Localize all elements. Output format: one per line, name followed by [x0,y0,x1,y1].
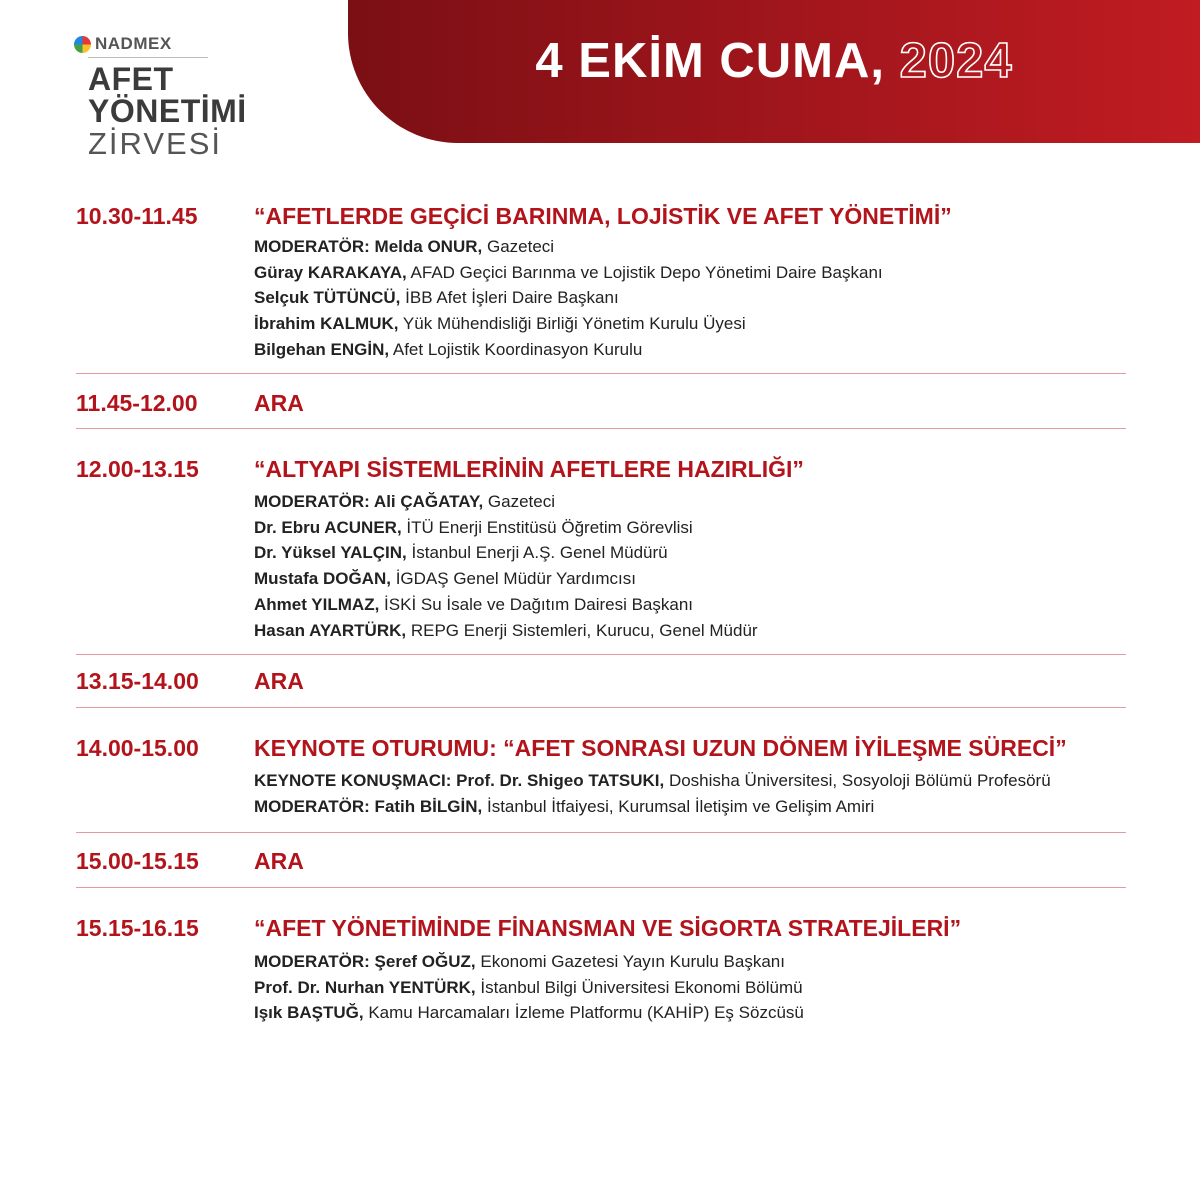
speaker-name: MODERATÖR: Ali ÇAĞATAY, [254,492,484,511]
nadmex-logo-icon [74,36,91,53]
session-title: KEYNOTE OTURUMU: “AFET SONRASI UZUN DÖNEM İYİLEŞME SÜRECİ” [254,735,1067,761]
logo-line-3: ZİRVESİ [88,126,223,161]
speaker-name: İbrahim KALMUK, [254,314,399,334]
year-text: 2024 [899,34,1013,88]
session-title: ARA [254,848,304,874]
speaker-role: İBB Afet İşleri Daire Başkanı [405,288,619,308]
speaker-row [254,260,883,286]
speaker-role: İstanbul Bilgi Üniversitesi Ekonomi Bölümü [480,977,803,997]
speaker-name: Hasan AYARTÜRK, [254,620,407,640]
speaker-role: Kamu Harcamaları İzleme Platformu (KAHİP) Eş Sözcüsü [368,1003,804,1023]
speaker-list [254,768,1051,819]
speaker-row [254,489,758,515]
speaker-row [254,311,883,337]
section-divider [76,832,1126,833]
speaker-name: Bilgehan ENGİN, [254,339,390,359]
speaker-name: Ahmet YILMAZ, [254,594,380,614]
speaker-name: Prof. Dr. Nurhan YENTÜRK, [254,977,476,997]
logo [74,34,264,161]
speaker-name: Dr. Ebru ACUNER, [254,517,402,537]
speaker-name: Mustafa DOĞAN, [254,569,391,589]
section-divider [76,654,1126,655]
speaker-name: KEYNOTE KONUŞMACI: Prof. Dr. Shigeo TATSUKI, [254,771,665,790]
session-time: 15.15-16.15 [76,915,199,941]
session-time: 14.00-15.00 [76,735,199,761]
session-title: ARA [254,390,304,416]
logo-line-2: YÖNETİMİ [88,93,247,129]
speaker-row [254,540,758,566]
section-divider [76,373,1126,374]
speaker-row [254,337,883,363]
speaker-role: İSKİ Su İsale ve Dağıtım Dairesi Başkanı [384,594,694,614]
session-title: “ALTYAPI SİSTEMLERİNİN AFETLERE HAZIRLIĞI” [254,456,804,482]
speaker-row [254,515,758,541]
speaker-role: İstanbul Enerji A.Ş. Genel Müdürü [411,543,668,563]
session-title: ARA [254,668,304,694]
speaker-role: Yük Mühendisliği Birliği Yönetim Kurulu Üyesi [402,314,746,334]
speaker-row [254,768,1051,794]
speaker-role: İGDAŞ Genel Müdür Yardımcısı [395,569,636,589]
speaker-role: Gazeteci [487,492,556,511]
section-divider [76,428,1126,429]
speaker-role: AFAD Geçici Barınma ve Lojistik Depo Yönetimi Daire Başkanı [410,262,883,282]
logo-brand-text: NADMEX [95,34,172,53]
speaker-role: Ekonomi Gazetesi Yayın Kurulu Başkanı [480,952,785,971]
speaker-role: İTÜ Enerji Enstitüsü Öğretim Görevlisi [406,517,693,537]
event-date [348,33,1200,89]
speaker-role: REPG Enerji Sistemleri, Kurucu, Genel Müdür [410,620,758,640]
speaker-role: İstanbul İtfaiyesi, Kurumsal İletişim ve Gelişim Amiri [486,796,875,816]
session-title: “AFET YÖNETİMİNDE FİNANSMAN VE SİGORTA STRATEJİLERİ” [254,915,962,941]
speaker-row [254,1000,804,1026]
speaker-name: MODERATÖR: Melda ONUR, [254,237,483,256]
speaker-role: Doshisha Üniversitesi, Sosyoloji Bölümü Profesörü [668,771,1051,790]
logo-line-1: AFET [88,61,174,97]
date-text: 4 EKİM CUMA, [535,34,885,88]
speaker-row [254,794,1051,820]
speaker-row [254,234,883,260]
speaker-name: Işık BAŞTUĞ, [254,1003,364,1023]
speaker-name: Selçuk TÜTÜNCÜ, [254,288,401,308]
logo-brand [74,34,264,54]
header-banner [348,0,1200,143]
speaker-role: Afet Lojistik Koordinasyon Kurulu [392,339,643,359]
session-time: 11.45-12.00 [76,390,198,416]
speaker-name: MODERATÖR: Fatih BİLGİN, [254,796,483,816]
speaker-name: MODERATÖR: Şeref OĞUZ, [254,952,476,971]
speaker-list [254,234,883,363]
speaker-list [254,949,804,1026]
speaker-row [254,285,883,311]
speaker-row [254,592,758,618]
session-time: 12.00-13.15 [76,456,199,482]
speaker-list [254,489,758,643]
speaker-name: Güray KARAKAYA, [254,262,407,282]
section-divider [76,707,1126,708]
logo-divider [88,57,208,58]
session-time: 13.15-14.00 [76,668,199,694]
session-time: 15.00-15.15 [76,848,199,874]
session-title: “AFETLERDE GEÇİCİ BARINMA, LOJİSTİK VE AFET YÖNETİMİ” [254,203,952,229]
session-time: 10.30-11.45 [76,203,198,229]
speaker-role: Gazeteci [486,237,555,256]
speaker-row [254,975,804,1001]
speaker-row [254,566,758,592]
speaker-row [254,949,804,975]
speaker-row [254,618,758,644]
speaker-name: Dr. Yüksel YALÇIN, [254,543,407,563]
section-divider [76,887,1126,888]
